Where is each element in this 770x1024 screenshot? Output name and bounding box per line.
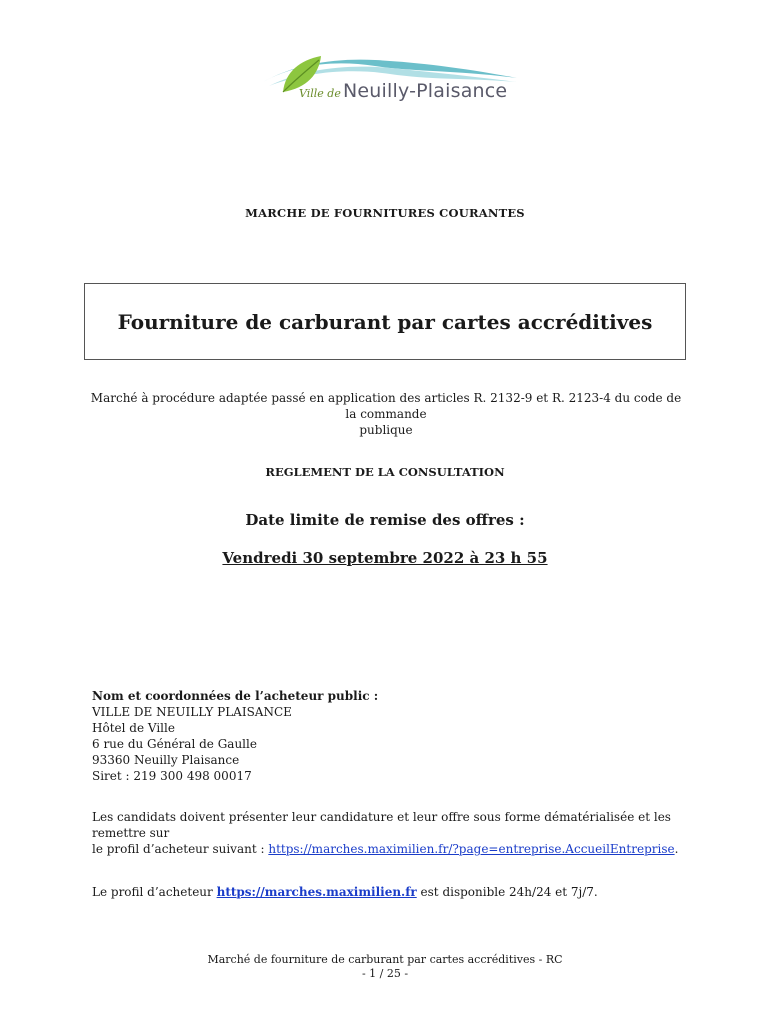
deadline-value: Vendredi 30 septembre 2022 à 23 h 55 (222, 549, 548, 567)
candidates-paragraph (92, 809, 692, 857)
procedure-line-1: Marché à procédure adaptée passé en application des articles R. 2132-9 et R. 2123-4 du code de la commande (90, 391, 682, 421)
city-logo (255, 52, 525, 112)
footer-title: Marché de fourniture de carburant par cartes accréditives - RC (207, 953, 563, 966)
profile-text-before: Le profil d’acheteur (92, 885, 217, 899)
procedure-text (84, 390, 688, 438)
candidates-line-2 (92, 841, 692, 857)
buyer-line: Siret : 219 300 498 00017 (92, 769, 252, 783)
buyer-label: Nom et coordonnées de l’acheteur public : (92, 689, 379, 703)
deadline-label: Date limite de remise des offres : (245, 511, 525, 529)
consultation-heading: REGLEMENT DE LA CONSULTATION (265, 465, 505, 479)
profile-availability (92, 884, 598, 900)
profile-text-after: est disponible 24h/24 et 7j/7. (416, 885, 598, 899)
market-category: MARCHE DE FOURNITURES COURANTES (245, 206, 525, 220)
buyer-profile-link[interactable]: https://marches.maximilien.fr/?page=entreprise.AccueilEntreprise (268, 842, 675, 856)
candidates-line-1: Les candidats doivent présenter leur candidature et leur offre sous forme dématérialisée et les remettre sur (92, 810, 671, 840)
buyer-contact (92, 688, 378, 784)
profile-home-link[interactable]: https://marches.maximilien.fr (216, 885, 417, 899)
procedure-line-2: publique (359, 423, 413, 437)
buyer-line: VILLE DE NEUILLY PLAISANCE (92, 705, 292, 719)
logo-prefix: Ville de (299, 87, 341, 100)
candidates-text: le profil d’acheteur suivant : (92, 842, 269, 856)
document-title: Fourniture de carburant par cartes accréditives (117, 309, 653, 334)
buyer-line: 6 rue du Général de Gaulle (92, 737, 257, 751)
buyer-line: 93360 Neuilly Plaisance (92, 753, 240, 767)
buyer-line: Hôtel de Ville (92, 721, 175, 735)
title-box (84, 283, 686, 360)
candidates-period: . (674, 842, 679, 856)
logo-name: Neuilly-Plaisance (343, 80, 508, 102)
page-number: - 1 / 25 - (361, 967, 409, 980)
page-footer (0, 953, 770, 981)
